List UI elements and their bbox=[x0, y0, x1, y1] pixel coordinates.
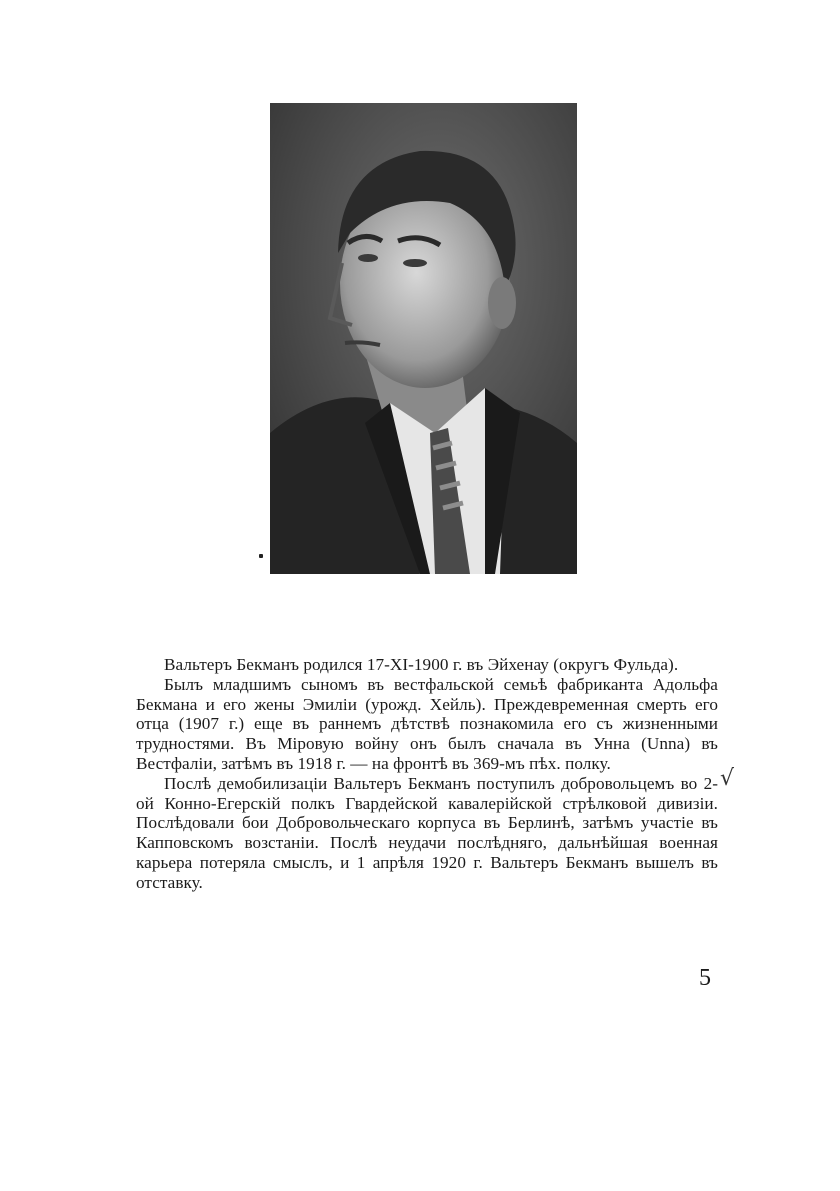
print-speck bbox=[259, 554, 263, 558]
margin-check-mark: √ bbox=[720, 766, 735, 791]
page-number: 5 bbox=[699, 965, 711, 991]
portrait-photo bbox=[270, 103, 577, 574]
paragraph-3: Послѣ демобилизаціи Вальтеръ Бекманъ поступилъ добровольцемъ во 2-ой Конно-Егерскій полкъ Гвардейской кавалерійской стрѣлковой дивизіи. Послѣдовали бои Добровольческаго корпуса въ Берлинѣ, затѣмъ участіе въ Капповскомъ возстаніи. Послѣ неудачи послѣдняго, дальнѣйшая военная карьера потеряла смыслъ, и 1 апрѣля 1920 г. Вальтеръ Бекманъ вышелъ въ отставку. bbox=[136, 773, 718, 892]
portrait-image bbox=[270, 103, 577, 574]
paragraph-1: Вальтеръ Бекманъ родился 17-XI-1900 г. въ Эйхенау (округъ Фульда). bbox=[164, 655, 679, 674]
paragraph-2: Былъ младшимъ сыномъ въ вестфальской семьѣ фабриканта Адольфа Бекмана и его жены Эмиліи (урожд. Хейль). Преждевременная смерть его отца (1907 г.) еще въ раннемъ дѣтствѣ познакомила его съ жизненными трудностями. Въ Міровую войну онъ былъ сначала въ Унна (Unna) въ Вестфаліи, затѣмъ въ 1918 г. — на фронтѣ въ 369-мъ пѣх. полку. bbox=[136, 674, 718, 773]
body-text bbox=[136, 655, 718, 893]
